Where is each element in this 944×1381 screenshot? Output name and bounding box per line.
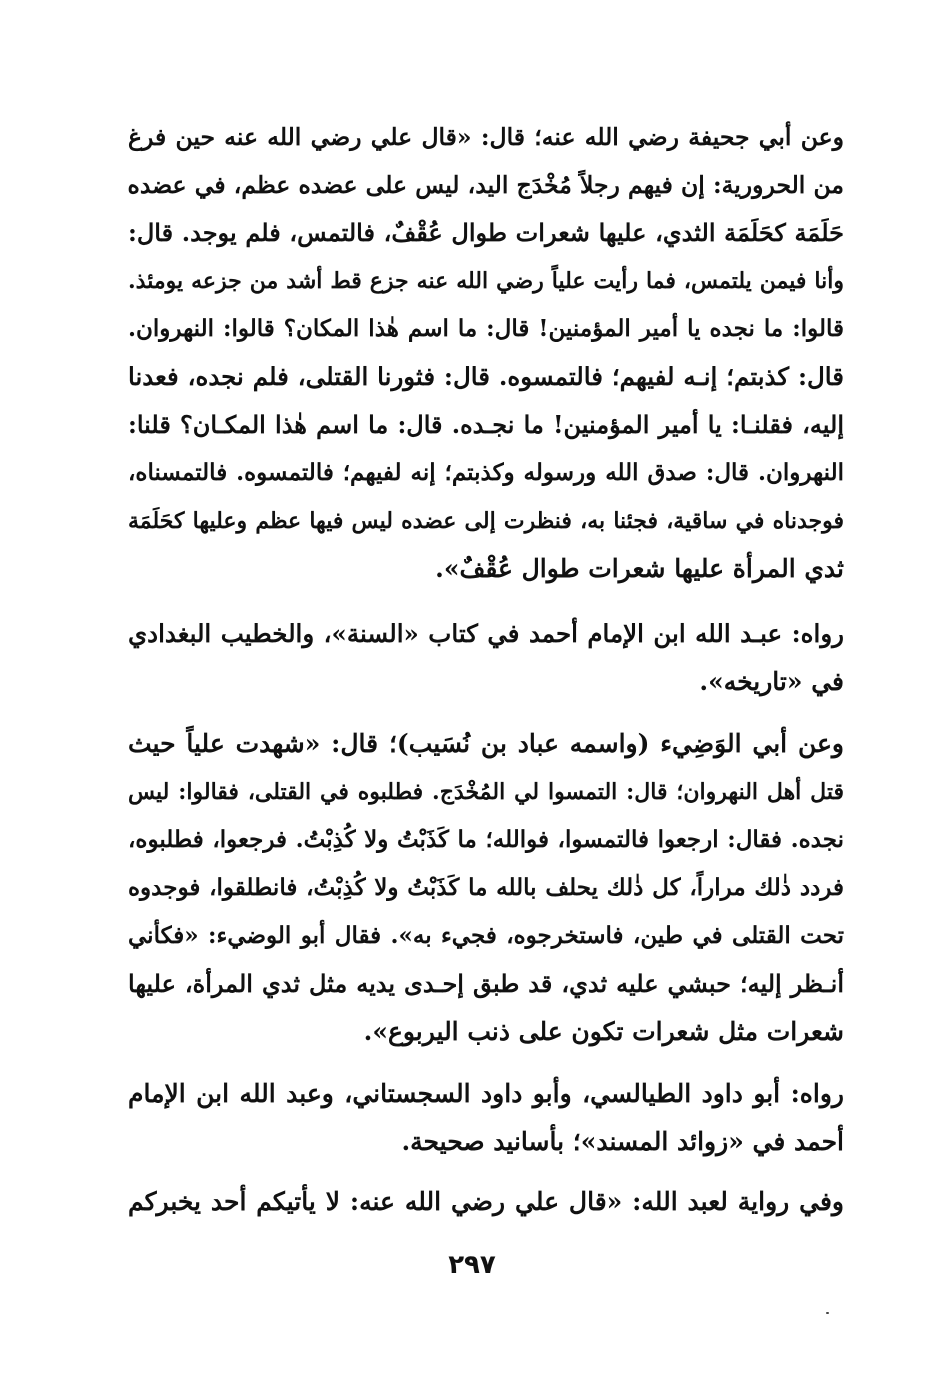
text-line: رواه: عبـد الله ابن الإمام أحمد في كتاب «السنة»، والخطيب البغدادي (128, 619, 844, 648)
text-line: نجده. فقال: ارجعوا فالتمسوا، فوالله؛ ما كَذَبْتُ ولا كُذِبْتُ. فرجعوا، فطلبوه، (128, 826, 844, 853)
text-line: في «تاريخه». (699, 667, 844, 696)
paragraph-hadith-abu-al-wadi (128, 720, 844, 1056)
text-line: قال: كذبتم؛ إنـه لفيهم؛ فالتمسوه. قال: فثورنا القتلى، فلم نجده، فعدنا (128, 362, 844, 391)
text-line: ثدي المرأة عليها شعرات طوال عُقْفٌ». (435, 554, 844, 583)
text-line: وفي رواية لعبد الله: «قال علي رضي الله عنه: لا يأتيكم أحد يخبركم (128, 1187, 844, 1216)
paragraph-riwaya-abdullah (128, 1178, 844, 1226)
text-line: تحت القتلى في طين، فاستخرجوه، فجيء به». فقال أبو الوضيء: «فكأني (128, 922, 844, 949)
text-line: قالوا: ما نجده يا أمير المؤمنين! قال: ما اسم هٰذا المكان؟ قالوا: النهروان. (128, 315, 844, 342)
text-line: حَلَمَة كحَلَمَة الثدي، عليها شعرات طوال عُقْفٌ، فالتمس، فلم يوجد. قال: (128, 218, 844, 247)
text-line: من الحرورية: إن فيهم رجلاً مُخْدَج اليد، ليس على عضده عظم، في عضده (128, 171, 844, 199)
paragraph-narration-source-1 (128, 610, 844, 706)
text-line: النهروان. قال: صدق الله ورسوله وكذبتم؛ إنه لفيهم؛ فالتمسوه. فالتمسناه، (128, 459, 844, 486)
text-line: وعن أبي الوَضِيء (واسمه عباد بن نُسَيب)؛ قال: «شهدت علياً حيث (128, 729, 844, 758)
text-line: رواه: أبو داود الطيالسي، وأبو داود السجستاني، وعبد الله ابن الإمام (128, 1079, 844, 1108)
text-line: فوجدناه في ساقية، فجئنا به، فنظرت إلى عضده ليس فيها عظم وعليها كحَلَمَة (128, 508, 844, 534)
text-line: وعن أبي جحيفة رضي الله عنه؛ قال: «قال علي رضي الله عنه حين فرغ (128, 123, 844, 151)
paragraph-narration-source-2 (128, 1070, 844, 1166)
text-line: إليه، فقلنـا: يا أمير المؤمنين! ما نجـده. قال: ما اسم هٰذا المكـان؟ قلنا: (128, 410, 844, 439)
paragraph-hadith-abu-juhayfa (128, 113, 844, 593)
text-line: شعرات مثل شعرات تكون على ذنب اليربوع». (363, 1017, 844, 1046)
text-line: أنـظر إليه؛ حبشي عليه ثدي، قد طبق إحـدى يديه مثل ثدي المرأة، عليها (128, 969, 844, 998)
text-line: وأنا فيمن يلتمس، فما رأيت علياً رضي الله عنه جزع قط أشد من جزعه يومئذ. (128, 268, 844, 294)
text-line: قتل أهل النهروان؛ قال: التمسوا لي المُخْدَج. فطلبوه في القتلى، فقالوا: ليس (128, 779, 844, 805)
text-line: فردد ذٰلك مراراً، كل ذٰلك يحلف بالله ما كَذَبْتُ ولا كُذِبْتُ، فانطلقوا، فوجدوه (128, 874, 844, 901)
scan-speck (826, 1312, 829, 1314)
text-line: أحمد في «زوائد المسند»؛ بأسانيد صحيحة. (401, 1127, 844, 1156)
page-number: ٢٩٧ (448, 1250, 496, 1280)
